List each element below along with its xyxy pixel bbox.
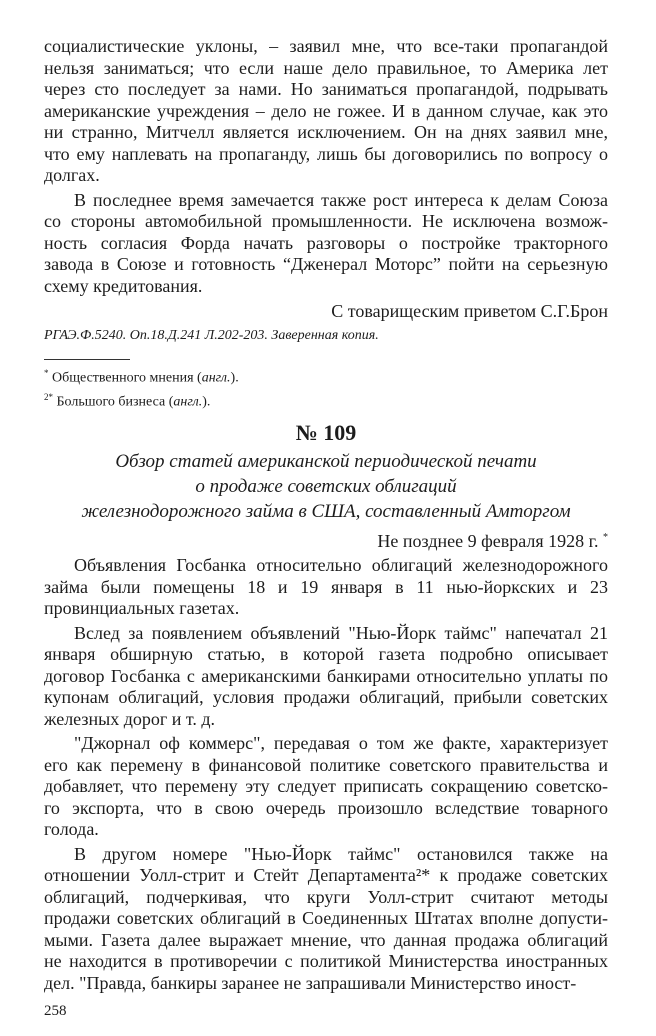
- text-line: голода.: [44, 819, 99, 840]
- paragraph: [44, 190, 608, 298]
- text-line: ность согласия Форда начать разговоры о постройке тракторного: [44, 232, 608, 253]
- title-line: железнодорожного займа в США, составленный Амторгом: [81, 501, 571, 523]
- text-line: облигаций, подчеркивая, что круги Уолл-стрит считают методы: [44, 886, 608, 907]
- footnote-divider: [44, 359, 130, 360]
- footnote-mark: 2*: [44, 391, 53, 402]
- text-line: дел. "Правда, банкиры заранее не запрашивали Министерство иност-: [44, 972, 577, 993]
- document-title: [44, 449, 608, 524]
- paragraph: [44, 555, 608, 620]
- text-line: В последнее время замечается также рост интереса к делам Союза: [74, 189, 608, 210]
- footnote-text: Общественного мнения: [52, 370, 194, 386]
- text-line: провинциальных газетах.: [44, 598, 240, 619]
- text-line: не находится в противоречии с политикой Министерства иностранных: [44, 951, 608, 972]
- date-footnote-mark: *: [603, 532, 608, 544]
- text-line: мыми. Газета далее выражает мнение, что данная продажа облигаций: [44, 929, 608, 950]
- text-line: схему кредитования.: [44, 275, 203, 296]
- text-line: американские учреждения – дело не гожее. И в данном случае, как это: [44, 100, 608, 121]
- document-date: [44, 526, 608, 553]
- signature: С товарищеским приветом С.Г.Брон: [331, 301, 608, 321]
- text-line: "Джорнал оф коммерс", передавая о том же факте, характеризует: [74, 733, 608, 754]
- text-line: железных дорог и т. д.: [44, 708, 216, 729]
- footnote-2: $^{2*}$ Большого бизнеса (англ.).: [44, 391, 211, 410]
- text-line: продажи советских облигаций в Соединенных Штатах вполне допусти-: [44, 908, 608, 929]
- footnote-1: * Общественного мнения (англ.).: [44, 368, 239, 386]
- paragraph: [44, 623, 608, 731]
- text-line: социалистические уклоны, – заявил мне, что все-таки пропагандой: [44, 36, 608, 56]
- paragraph: [44, 36, 608, 187]
- text-line: января обширную статью, в которой газета подробно описывает: [44, 644, 608, 665]
- letter-body: [44, 36, 608, 297]
- text-line: что ему наплевать на пропаганду, лишь бы договорились по вопросу о: [44, 143, 608, 164]
- archive-source: РГАЭ.Ф.5240. Оп.18.Д.241 Л.202-203. Заверенная копия.: [44, 328, 379, 343]
- footnote-text: Большого бизнеса: [56, 394, 166, 410]
- text-line: В другом номере "Нью-Йорк таймс" остановился также на: [74, 843, 608, 864]
- paragraph: [44, 733, 608, 841]
- text-line: со стороны автомобильной промышленности. Не исключена возмож-: [44, 211, 608, 231]
- text-line: го экспорта, что в свою очередь произошло вследствие товарного: [44, 797, 608, 818]
- footnote-note: англ.: [201, 370, 231, 386]
- page-number: 258: [44, 1003, 67, 1020]
- text-line: Объявления Госбанка относительно облигаций железнодорожного: [74, 555, 608, 576]
- text-line: долгах.: [44, 165, 100, 185]
- review-body: [44, 555, 608, 994]
- text-line: Вслед за появлением объявлений "Нью-Йорк таймс" напечатал 21: [74, 622, 608, 643]
- title-line: о продаже советских облигаций: [195, 476, 457, 498]
- text-line: добавляет, что перемену эту следует приписать сокращению советско-: [44, 776, 608, 797]
- text-line: договор Госбанка с американскими банкирами относительно уплаты по: [44, 665, 608, 686]
- footnote-note: англ.: [173, 394, 203, 410]
- paragraph: [44, 844, 608, 995]
- document-number: № 109: [295, 420, 357, 446]
- footnote-mark: *: [44, 368, 49, 378]
- title-line: Обзор статей американской периодической печати: [115, 451, 537, 473]
- text-line: нельзя заниматься; что если наше дело правильное, то Америка лет: [44, 57, 608, 78]
- text-line: через сто последует за нами. Но заниматься пропагандой, подрывать: [44, 79, 608, 99]
- document-page: [44, 0, 608, 1030]
- text-line: его как перемену в финансовой политике советского правительства и: [44, 754, 608, 775]
- date-text: Не позднее 9 февраля 1928 г.: [377, 531, 599, 552]
- text-line: завода в Союзе и готовность “Дженерал Моторс” пойти на серьезную: [44, 254, 608, 274]
- text-line: ни странно, Митчелл является исключением. Он на днях заявил мне,: [44, 122, 608, 142]
- text-line: отношении Уолл-стрит и Стейт Департамента²* к продаже советских: [44, 865, 608, 886]
- text-line: займа были помещены 18 и 19 января в 11 нью-йоркских и 23: [44, 576, 608, 597]
- text-line: купонам облигаций, условия продажи облигаций, прибыли советских: [44, 687, 608, 708]
